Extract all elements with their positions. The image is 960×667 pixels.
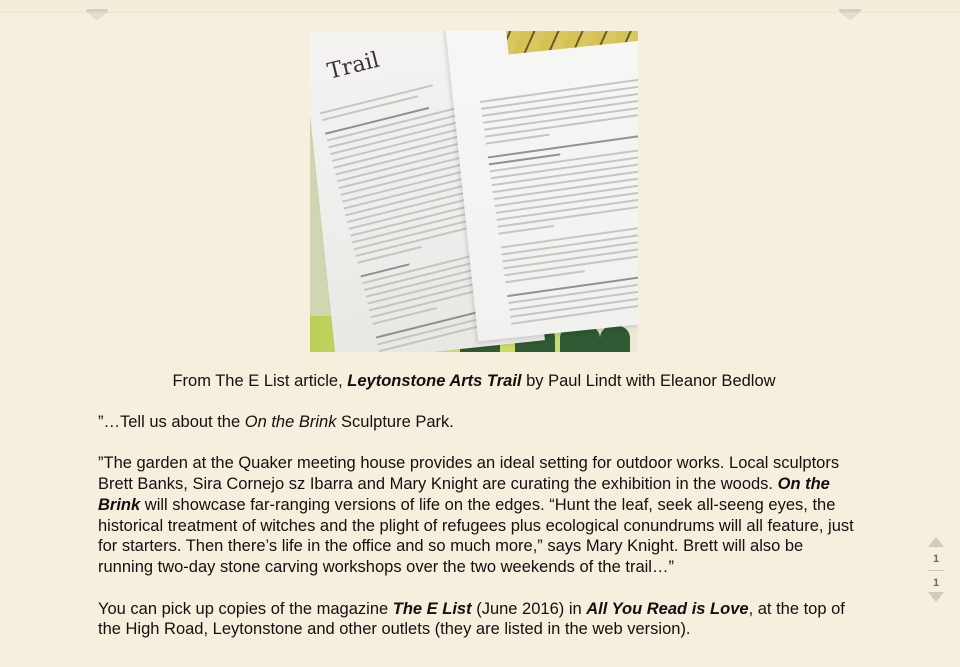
article-body bbox=[98, 412, 858, 661]
triangle-up-icon[interactable] bbox=[924, 537, 948, 550]
magazine-name: The E List bbox=[392, 599, 472, 618]
current-page-number: 1 bbox=[932, 553, 940, 565]
caption-article-title: Leytonstone Arts Trail bbox=[347, 372, 522, 390]
article-paragraph-answer: ”The garden at the Quaker meeting house provides an ideal setting for outdoor works. Local sculptors Brett Banks, Sira Cornejo sz Ibarra and Mary Knight are curating the exhibition in the woods. On the Brink will showcase far-ranging versions of life on the edges. “Hunt the leaf, seek all-seeng eyes, the historical treatment of witches and the plight of refugees plus ecological conundrums will all feature, just for starters. Then there’s life in the office and so much more,” says Mary Knight. Brett will also be running two-day stone carving workshops over the two weekends of the trail…” bbox=[98, 454, 854, 577]
page-navigator bbox=[924, 537, 948, 605]
magazine-heading: Trail bbox=[324, 47, 382, 85]
total-pages-number: 1 bbox=[932, 577, 940, 589]
magazine-artwork bbox=[505, 31, 638, 55]
italic-title: On the Brink bbox=[244, 413, 337, 431]
caption-suffix: by Paul Lindt with Eleanor Bedlow bbox=[521, 372, 776, 390]
image-caption bbox=[0, 371, 948, 391]
shop-name: All You Read is Love bbox=[586, 599, 749, 618]
bold-italic-title: On the Brink bbox=[98, 475, 830, 514]
magazine-photo bbox=[310, 31, 638, 352]
article-paragraph-question: ”…Tell us about the On the Brink Sculpture Park. bbox=[98, 413, 454, 431]
article-paragraph-availability: You can pick up copies of the magazine The E List (June 2016) in All You Read is Love, at the top of the High Road, Leytonstone and other outlets (they are listed in the web version). bbox=[98, 599, 845, 639]
page-marker-right-icon bbox=[839, 9, 861, 21]
pager-divider bbox=[928, 570, 944, 571]
page-marker-left-icon bbox=[86, 9, 108, 21]
triangle-down-icon[interactable] bbox=[924, 592, 948, 605]
caption-prefix: From The E List article, bbox=[172, 372, 348, 390]
top-page-strip bbox=[0, 0, 960, 13]
